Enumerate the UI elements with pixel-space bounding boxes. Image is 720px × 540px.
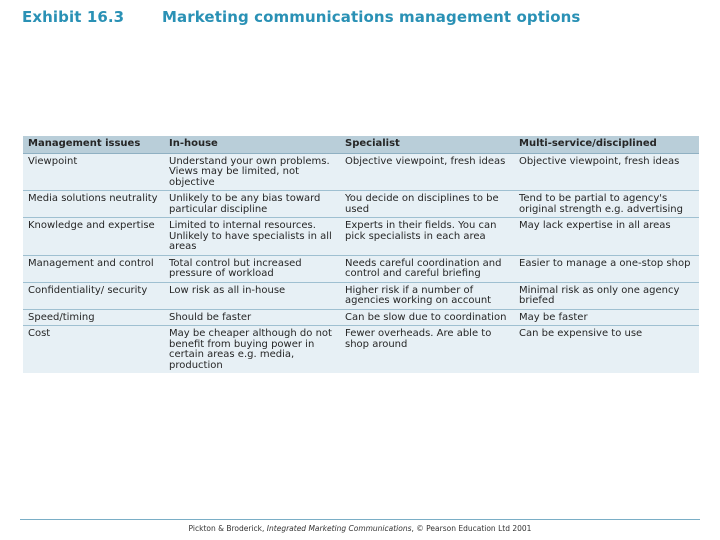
table-cell: Unlikely to be any bias toward particular discipline [164, 191, 340, 218]
table-cell: Objective viewpoint, fresh ideas [514, 153, 699, 191]
table-cell: Limited to internal resources. Unlikely to have specialists in all areas [164, 218, 340, 256]
table-cell: Can be slow due to coordination [340, 309, 514, 326]
table-row [23, 218, 699, 256]
table-cell: Objective viewpoint, fresh ideas [340, 153, 514, 191]
exhibit-title: Marketing communications management options [162, 8, 581, 26]
table-cell: May lack expertise in all areas [514, 218, 699, 256]
table-row [23, 153, 699, 191]
column-header-multi-service: Multi-service/disciplined [514, 136, 699, 153]
table-cell: Knowledge and expertise [23, 218, 164, 256]
footer-divider [20, 519, 700, 520]
table-cell: Higher risk if a number of agencies working on account [340, 282, 514, 309]
table-cell: You decide on disciplines to be used [340, 191, 514, 218]
table-cell: May be faster [514, 309, 699, 326]
table-cell: May be cheaper although do not benefit from buying power in certain areas e.g. media, production [164, 326, 340, 374]
table-cell: Media solutions neutrality [23, 191, 164, 218]
table-cell: Can be expensive to use [514, 326, 699, 374]
footer-credit-authors: Pickton & Broderick, [188, 524, 267, 533]
table-cell: Needs careful coordination and control and careful briefing [340, 255, 514, 282]
table-cell: Cost [23, 326, 164, 374]
table-row [23, 191, 699, 218]
table-cell: Tend to be partial to agency's original strength e.g. advertising [514, 191, 699, 218]
table-cell: Experts in their fields. You can pick specialists in each area [340, 218, 514, 256]
table-cell: Low risk as all in-house [164, 282, 340, 309]
table-header-row [23, 136, 699, 153]
footer-credit-book-title: Integrated Marketing Communications [266, 524, 412, 533]
table-row [23, 282, 699, 309]
column-header-in-house: In-house [164, 136, 340, 153]
footer-credit-copyright: , © Pearson Education Ltd 2001 [411, 524, 532, 533]
table-cell: Viewpoint [23, 153, 164, 191]
footer-credit [0, 524, 720, 533]
table-row [23, 255, 699, 282]
table-cell: Understand your own problems. Views may be limited, not objective [164, 153, 340, 191]
comparison-table-container [23, 136, 699, 373]
column-header-management-issues: Management issues [23, 136, 164, 153]
column-header-specialist: Specialist [340, 136, 514, 153]
exhibit-number: Exhibit 16.3 [22, 8, 125, 26]
table-cell: Should be faster [164, 309, 340, 326]
table-cell: Confidentiality/ security [23, 282, 164, 309]
table-cell: Easier to manage a one-stop shop [514, 255, 699, 282]
table-cell: Total control but increased pressure of workload [164, 255, 340, 282]
table-cell: Speed/timing [23, 309, 164, 326]
table-cell: Management and control [23, 255, 164, 282]
table-cell: Minimal risk as only one agency briefed [514, 282, 699, 309]
table-cell: Fewer overheads. Are able to shop around [340, 326, 514, 374]
table-row [23, 309, 699, 326]
comparison-table [23, 136, 699, 373]
exhibit-header [22, 8, 712, 32]
table-row [23, 326, 699, 374]
